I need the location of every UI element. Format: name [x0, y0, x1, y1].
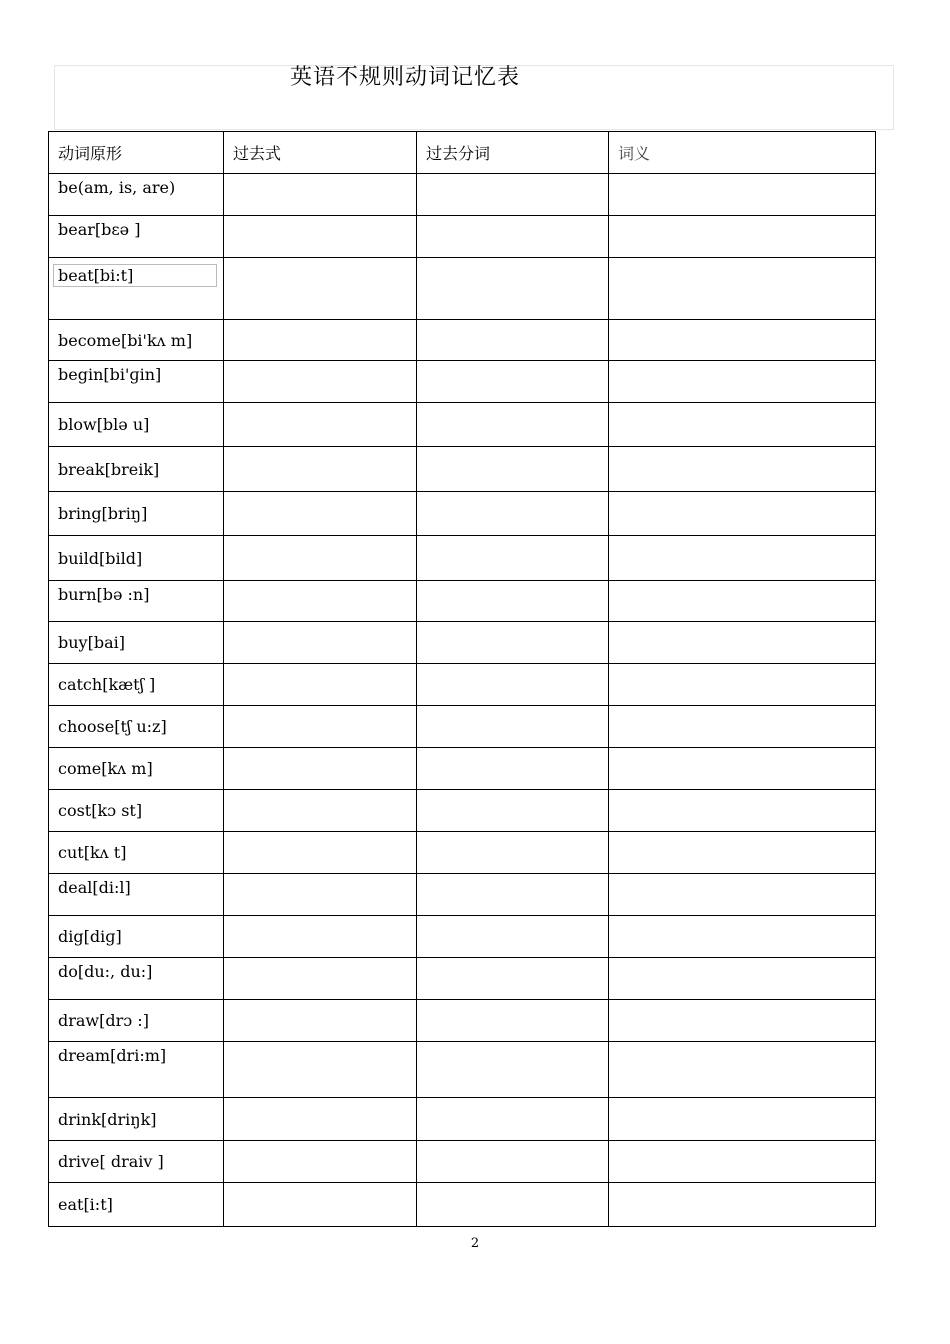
verb-base-form-cell — [49, 1042, 224, 1098]
table-row — [49, 832, 876, 874]
meaning-cell — [609, 874, 876, 916]
meaning-cell — [609, 581, 876, 622]
verb-base-form-text: draw[drɔ :] — [58, 1011, 149, 1030]
table-row — [49, 874, 876, 916]
table-row — [49, 1042, 876, 1098]
verb-base-form-cell — [49, 706, 224, 748]
verb-base-form-text: do[du:, du:] — [58, 962, 153, 981]
past-participle-cell — [417, 320, 609, 361]
verb-base-form-cell — [49, 748, 224, 790]
meaning-cell — [609, 622, 876, 664]
table-row — [49, 174, 876, 216]
meaning-cell — [609, 958, 876, 1000]
verb-base-form-cell — [49, 174, 224, 216]
verb-base-form-cell — [49, 790, 224, 832]
verb-base-form-cell — [49, 1098, 224, 1141]
verb-base-form-text: build[bild] — [58, 548, 143, 568]
past-participle-cell — [417, 492, 609, 536]
table-row — [49, 258, 876, 320]
verb-base-form-text: catch[kætʃ ] — [58, 675, 156, 694]
verb-base-form-cell — [49, 447, 224, 492]
past-participle-cell — [417, 622, 609, 664]
verb-base-form-cell — [49, 258, 224, 320]
past-tense-cell — [224, 748, 417, 790]
past-participle-cell — [417, 664, 609, 706]
meaning-cell — [609, 664, 876, 706]
meaning-cell — [609, 258, 876, 320]
table-row — [49, 1141, 876, 1183]
past-tense-cell — [224, 1183, 417, 1227]
table-body — [49, 174, 876, 1227]
past-tense-cell — [224, 790, 417, 832]
verb-base-form-text: become[bi'kʌ m] — [58, 330, 193, 350]
verb-base-form-cell — [49, 1183, 224, 1227]
past-tense-cell — [224, 622, 417, 664]
meaning-cell — [609, 790, 876, 832]
verb-base-form-text: buy[bai] — [58, 633, 125, 652]
table-row — [49, 748, 876, 790]
meaning-cell — [609, 216, 876, 258]
verb-base-form-text: come[kʌ m] — [58, 759, 153, 778]
verb-base-form-cell — [49, 664, 224, 706]
table-row — [49, 447, 876, 492]
meaning-cell — [609, 916, 876, 958]
past-participle-cell — [417, 216, 609, 258]
table-row — [49, 622, 876, 664]
table-row — [49, 916, 876, 958]
table-row — [49, 492, 876, 536]
past-tense-cell — [224, 536, 417, 581]
past-tense-cell — [224, 1098, 417, 1141]
verb-base-form-text: cost[kɔ st] — [58, 801, 143, 820]
table-row — [49, 581, 876, 622]
verb-base-form-text: bear[bɛə ] — [58, 220, 141, 239]
past-tense-cell — [224, 492, 417, 536]
past-tense-cell — [224, 320, 417, 361]
meaning-cell — [609, 1183, 876, 1227]
header-past-participle: 过去分词 — [417, 132, 609, 174]
verb-base-form-text: drink[driŋk] — [58, 1109, 157, 1129]
table-header-row — [49, 132, 876, 174]
past-participle-cell — [417, 790, 609, 832]
past-participle-cell — [417, 916, 609, 958]
table-row — [49, 216, 876, 258]
verb-base-form-text: be(am, is, are) — [58, 178, 176, 197]
verb-base-form-cell — [49, 622, 224, 664]
meaning-cell — [609, 536, 876, 581]
header-past-tense: 过去式 — [224, 132, 417, 174]
verb-base-form-text: dig[diɡ] — [58, 927, 122, 946]
meaning-cell — [609, 832, 876, 874]
page-number: 2 — [470, 1236, 480, 1251]
verb-base-form-text: blow[blə u] — [58, 415, 150, 434]
table-row — [49, 1183, 876, 1227]
header-meaning: 词义 — [609, 132, 876, 174]
table-row — [49, 403, 876, 447]
past-tense-cell — [224, 1000, 417, 1042]
past-participle-cell — [417, 258, 609, 320]
past-tense-cell — [224, 958, 417, 1000]
meaning-cell — [609, 174, 876, 216]
verb-base-form-text: beat[bi:t] — [53, 264, 217, 287]
table-row — [49, 361, 876, 403]
meaning-cell — [609, 1000, 876, 1042]
table-row — [49, 536, 876, 581]
meaning-cell — [609, 1141, 876, 1183]
past-tense-cell — [224, 581, 417, 622]
verb-base-form-text: eat[i:t] — [58, 1195, 113, 1214]
verb-base-form-cell — [49, 492, 224, 536]
past-tense-cell — [224, 403, 417, 447]
table-row — [49, 664, 876, 706]
table-row — [49, 706, 876, 748]
past-participle-cell — [417, 832, 609, 874]
past-tense-cell — [224, 174, 417, 216]
past-participle-cell — [417, 536, 609, 581]
past-tense-cell — [224, 664, 417, 706]
past-participle-cell — [417, 1042, 609, 1098]
meaning-cell — [609, 403, 876, 447]
past-tense-cell — [224, 258, 417, 320]
meaning-cell — [609, 492, 876, 536]
past-tense-cell — [224, 447, 417, 492]
meaning-cell — [609, 1098, 876, 1141]
past-participle-cell — [417, 706, 609, 748]
meaning-cell — [609, 1042, 876, 1098]
verb-base-form-cell — [49, 216, 224, 258]
table-row — [49, 958, 876, 1000]
verb-base-form-text: cut[kʌ t] — [58, 843, 127, 862]
table-row — [49, 1000, 876, 1042]
past-tense-cell — [224, 361, 417, 403]
meaning-cell — [609, 706, 876, 748]
irregular-verb-table — [48, 131, 876, 1227]
past-tense-cell — [224, 832, 417, 874]
past-tense-cell — [224, 874, 417, 916]
past-participle-cell — [417, 1098, 609, 1141]
verb-base-form-cell — [49, 403, 224, 447]
verb-base-form-text: deal[di:l] — [58, 878, 131, 897]
past-participle-cell — [417, 447, 609, 492]
verb-base-form-cell — [49, 320, 224, 361]
past-participle-cell — [417, 874, 609, 916]
header-base-form: 动词原形 — [49, 132, 224, 174]
past-tense-cell — [224, 916, 417, 958]
table-row — [49, 1098, 876, 1141]
verb-base-form-cell — [49, 1000, 224, 1042]
past-tense-cell — [224, 706, 417, 748]
verb-base-form-text: bring[briŋ] — [58, 504, 148, 523]
verb-base-form-cell — [49, 536, 224, 581]
past-tense-cell — [224, 1141, 417, 1183]
table-row — [49, 790, 876, 832]
verb-base-form-cell — [49, 832, 224, 874]
verb-base-form-cell — [49, 874, 224, 916]
meaning-cell — [609, 447, 876, 492]
verb-base-form-cell — [49, 958, 224, 1000]
past-participle-cell — [417, 958, 609, 1000]
past-participle-cell — [417, 403, 609, 447]
verb-base-form-text: break[breik] — [58, 459, 160, 479]
verb-base-form-cell — [49, 581, 224, 622]
past-tense-cell — [224, 1042, 417, 1098]
past-participle-cell — [417, 1141, 609, 1183]
verb-base-form-text: dream[dri:m] — [58, 1046, 167, 1065]
past-participle-cell — [417, 174, 609, 216]
verb-base-form-text: choose[tʃ u:z] — [58, 717, 167, 736]
past-participle-cell — [417, 748, 609, 790]
verb-base-form-text: drive[ draiv ] — [58, 1152, 164, 1171]
past-participle-cell — [417, 1183, 609, 1227]
meaning-cell — [609, 320, 876, 361]
document-title: 英语不规则动词记忆表 — [290, 65, 521, 90]
verb-base-form-text: begin[bi'ɡin] — [58, 365, 162, 384]
verb-base-form-cell — [49, 1141, 224, 1183]
meaning-cell — [609, 361, 876, 403]
verb-base-form-text: burn[bə :n] — [58, 585, 150, 604]
table-row — [49, 320, 876, 361]
past-participle-cell — [417, 361, 609, 403]
past-participle-cell — [417, 1000, 609, 1042]
verb-base-form-cell — [49, 361, 224, 403]
verb-base-form-cell — [49, 916, 224, 958]
meaning-cell — [609, 748, 876, 790]
past-participle-cell — [417, 581, 609, 622]
past-tense-cell — [224, 216, 417, 258]
